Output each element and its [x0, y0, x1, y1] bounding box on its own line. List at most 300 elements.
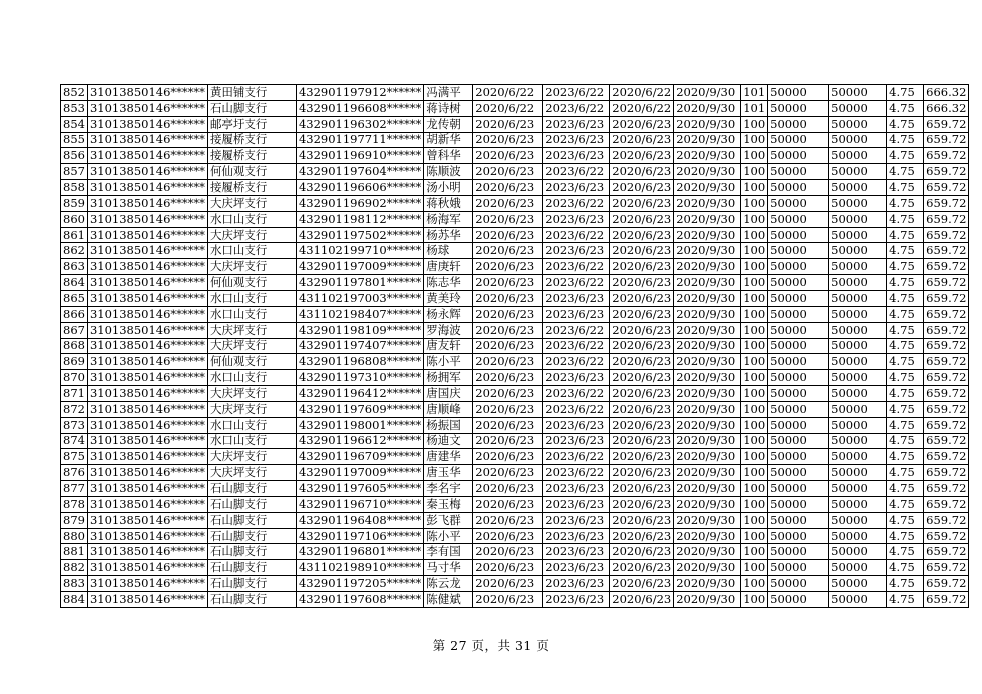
interest-cell: 659.72 [924, 164, 969, 180]
name-cell: 彭飞群 [424, 512, 473, 528]
interest-start-cell: 2020/6/23 [610, 401, 674, 417]
maturity-date-cell: 2023/6/23 [543, 528, 610, 544]
issue-date-cell: 2020/6/23 [473, 370, 543, 386]
interest-cell: 659.72 [924, 449, 969, 465]
table-row [61, 306, 969, 322]
row-number-cell: 877 [61, 481, 88, 497]
branch-cell: 水口山支行 [207, 211, 296, 227]
name-cell: 杨球 [424, 243, 473, 259]
rate-cell: 4.75 [887, 259, 924, 275]
balance-cell: 50000 [829, 116, 887, 132]
interest-start-cell: 2020/6/23 [610, 211, 674, 227]
maturity-date-cell: 2023/6/22 [543, 465, 610, 481]
maturity-date-cell: 2023/6/23 [543, 481, 610, 497]
days-cell: 100 [741, 592, 768, 608]
table-row [61, 243, 969, 259]
id-number-cell: 432901197009****** [296, 465, 423, 481]
name-cell: 秦玉梅 [424, 496, 473, 512]
balance-cell: 50000 [829, 592, 887, 608]
account-cell: 31013850146****** [87, 116, 207, 132]
branch-cell: 大庆坪支行 [207, 449, 296, 465]
id-number-cell: 432901196709****** [296, 449, 423, 465]
interest-end-cell: 2020/9/30 [674, 496, 741, 512]
interest-start-cell: 2020/6/23 [610, 528, 674, 544]
interest-cell: 659.72 [924, 386, 969, 402]
id-number-cell: 432901196612****** [296, 433, 423, 449]
interest-cell: 659.72 [924, 544, 969, 560]
name-cell: 唐玉华 [424, 465, 473, 481]
days-cell: 100 [741, 275, 768, 291]
rate-cell: 4.75 [887, 592, 924, 608]
loan-amount-cell: 50000 [768, 195, 829, 211]
balance-cell: 50000 [829, 322, 887, 338]
name-cell: 杨永辉 [424, 306, 473, 322]
interest-end-cell: 2020/9/30 [674, 592, 741, 608]
row-number-cell: 873 [61, 417, 88, 433]
account-cell: 31013850146****** [87, 449, 207, 465]
issue-date-cell: 2020/6/23 [473, 290, 543, 306]
issue-date-cell: 2020/6/23 [473, 243, 543, 259]
maturity-date-cell: 2023/6/23 [543, 512, 610, 528]
loan-amount-cell: 50000 [768, 180, 829, 196]
account-cell: 31013850146****** [87, 211, 207, 227]
maturity-date-cell: 2023/6/23 [543, 560, 610, 576]
maturity-date-cell: 2023/6/22 [543, 259, 610, 275]
interest-start-cell: 2020/6/23 [610, 322, 674, 338]
name-cell: 唐友轩 [424, 338, 473, 354]
branch-cell: 水口山支行 [207, 433, 296, 449]
rate-cell: 4.75 [887, 481, 924, 497]
interest-start-cell: 2020/6/23 [610, 592, 674, 608]
account-cell: 31013850146****** [87, 85, 207, 101]
interest-end-cell: 2020/9/30 [674, 164, 741, 180]
rate-cell: 4.75 [887, 85, 924, 101]
maturity-date-cell: 2023/6/23 [543, 290, 610, 306]
balance-cell: 50000 [829, 449, 887, 465]
issue-date-cell: 2020/6/23 [473, 338, 543, 354]
name-cell: 陈小平 [424, 528, 473, 544]
interest-end-cell: 2020/9/30 [674, 481, 741, 497]
name-cell: 曾科华 [424, 148, 473, 164]
rate-cell: 4.75 [887, 116, 924, 132]
name-cell: 唐国庆 [424, 386, 473, 402]
rate-cell: 4.75 [887, 195, 924, 211]
interest-end-cell: 2020/9/30 [674, 417, 741, 433]
id-number-cell: 432901197106****** [296, 528, 423, 544]
name-cell: 杨拥军 [424, 370, 473, 386]
loan-amount-cell: 50000 [768, 100, 829, 116]
loan-amount-cell: 50000 [768, 449, 829, 465]
maturity-date-cell: 2023/6/23 [543, 496, 610, 512]
interest-end-cell: 2020/9/30 [674, 211, 741, 227]
interest-cell: 659.72 [924, 116, 969, 132]
table-row [61, 560, 969, 576]
rate-cell: 4.75 [887, 386, 924, 402]
row-number-cell: 852 [61, 85, 88, 101]
maturity-date-cell: 2023/6/23 [543, 211, 610, 227]
name-cell: 杨振国 [424, 417, 473, 433]
balance-cell: 50000 [829, 370, 887, 386]
account-cell: 31013850146****** [87, 592, 207, 608]
days-cell: 101 [741, 100, 768, 116]
row-number-cell: 858 [61, 180, 88, 196]
interest-start-cell: 2020/6/23 [610, 164, 674, 180]
id-number-cell: 432901197912****** [296, 85, 423, 101]
row-number-cell: 856 [61, 148, 88, 164]
name-cell: 罗海波 [424, 322, 473, 338]
row-number-cell: 868 [61, 338, 88, 354]
id-number-cell: 432901196608****** [296, 100, 423, 116]
days-cell: 100 [741, 496, 768, 512]
rate-cell: 4.75 [887, 496, 924, 512]
branch-cell: 石山脚支行 [207, 528, 296, 544]
issue-date-cell: 2020/6/23 [473, 275, 543, 291]
table-row [61, 275, 969, 291]
maturity-date-cell: 2023/6/22 [543, 401, 610, 417]
balance-cell: 50000 [829, 576, 887, 592]
row-number-cell: 865 [61, 290, 88, 306]
issue-date-cell: 2020/6/23 [473, 592, 543, 608]
days-cell: 100 [741, 417, 768, 433]
name-cell: 黄美玲 [424, 290, 473, 306]
name-cell: 陈健斌 [424, 592, 473, 608]
balance-cell: 50000 [829, 496, 887, 512]
loan-amount-cell: 50000 [768, 417, 829, 433]
account-cell: 31013850146****** [87, 386, 207, 402]
loan-amount-cell: 50000 [768, 227, 829, 243]
interest-end-cell: 2020/9/30 [674, 370, 741, 386]
balance-cell: 50000 [829, 544, 887, 560]
id-number-cell: 432901196412****** [296, 386, 423, 402]
maturity-date-cell: 2023/6/23 [543, 116, 610, 132]
loan-amount-cell: 50000 [768, 354, 829, 370]
interest-end-cell: 2020/9/30 [674, 259, 741, 275]
table-row [61, 576, 969, 592]
rate-cell: 4.75 [887, 322, 924, 338]
issue-date-cell: 2020/6/23 [473, 211, 543, 227]
name-cell: 杨迪文 [424, 433, 473, 449]
name-cell: 陈顺波 [424, 164, 473, 180]
name-cell: 汤小明 [424, 180, 473, 196]
table-row [61, 132, 969, 148]
interest-start-cell: 2020/6/23 [610, 148, 674, 164]
account-cell: 31013850146****** [87, 306, 207, 322]
rate-cell: 4.75 [887, 576, 924, 592]
loan-amount-cell: 50000 [768, 275, 829, 291]
branch-cell: 接履桥支行 [207, 132, 296, 148]
interest-cell: 659.72 [924, 148, 969, 164]
interest-cell: 659.72 [924, 322, 969, 338]
interest-start-cell: 2020/6/23 [610, 259, 674, 275]
interest-start-cell: 2020/6/23 [610, 386, 674, 402]
row-number-cell: 854 [61, 116, 88, 132]
name-cell: 蒋秋娥 [424, 195, 473, 211]
interest-cell: 659.72 [924, 512, 969, 528]
interest-start-cell: 2020/6/23 [610, 433, 674, 449]
name-cell: 唐顺峰 [424, 401, 473, 417]
table-row [61, 116, 969, 132]
interest-cell: 659.72 [924, 211, 969, 227]
name-cell: 冯满平 [424, 85, 473, 101]
id-number-cell: 432901198112****** [296, 211, 423, 227]
days-cell: 100 [741, 180, 768, 196]
account-cell: 31013850146****** [87, 259, 207, 275]
maturity-date-cell: 2023/6/22 [543, 386, 610, 402]
row-number-cell: 859 [61, 195, 88, 211]
loan-amount-cell: 50000 [768, 592, 829, 608]
days-cell: 100 [741, 449, 768, 465]
account-cell: 31013850146****** [87, 275, 207, 291]
row-number-cell: 874 [61, 433, 88, 449]
rate-cell: 4.75 [887, 180, 924, 196]
balance-cell: 50000 [829, 85, 887, 101]
branch-cell: 大庆坪支行 [207, 227, 296, 243]
loan-amount-cell: 50000 [768, 211, 829, 227]
row-number-cell: 855 [61, 132, 88, 148]
account-cell: 31013850146****** [87, 370, 207, 386]
name-cell: 杨海军 [424, 211, 473, 227]
maturity-date-cell: 2023/6/23 [543, 243, 610, 259]
row-number-cell: 872 [61, 401, 88, 417]
table-row [61, 164, 969, 180]
issue-date-cell: 2020/6/23 [473, 481, 543, 497]
table-row [61, 322, 969, 338]
rate-cell: 4.75 [887, 100, 924, 116]
name-cell: 李名宇 [424, 481, 473, 497]
interest-cell: 659.72 [924, 354, 969, 370]
issue-date-cell: 2020/6/23 [473, 227, 543, 243]
table-row [61, 592, 969, 608]
id-number-cell: 432901196710****** [296, 496, 423, 512]
name-cell: 龙传朝 [424, 116, 473, 132]
interest-end-cell: 2020/9/30 [674, 560, 741, 576]
interest-cell: 659.72 [924, 481, 969, 497]
branch-cell: 何仙观支行 [207, 354, 296, 370]
table-row [61, 180, 969, 196]
interest-start-cell: 2020/6/23 [610, 338, 674, 354]
loan-amount-cell: 50000 [768, 243, 829, 259]
interest-cell: 666.32 [924, 100, 969, 116]
branch-cell: 水口山支行 [207, 417, 296, 433]
rate-cell: 4.75 [887, 417, 924, 433]
issue-date-cell: 2020/6/23 [473, 195, 543, 211]
interest-start-cell: 2020/6/23 [610, 465, 674, 481]
row-number-cell: 876 [61, 465, 88, 481]
account-cell: 31013850146****** [87, 243, 207, 259]
interest-cell: 659.72 [924, 433, 969, 449]
row-number-cell: 866 [61, 306, 88, 322]
days-cell: 100 [741, 116, 768, 132]
days-cell: 100 [741, 211, 768, 227]
interest-start-cell: 2020/6/23 [610, 180, 674, 196]
account-cell: 31013850146****** [87, 148, 207, 164]
interest-cell: 659.72 [924, 401, 969, 417]
rate-cell: 4.75 [887, 544, 924, 560]
row-number-cell: 870 [61, 370, 88, 386]
name-cell: 陈小平 [424, 354, 473, 370]
loan-amount-cell: 50000 [768, 322, 829, 338]
interest-cell: 659.72 [924, 560, 969, 576]
branch-cell: 石山脚支行 [207, 576, 296, 592]
maturity-date-cell: 2023/6/22 [543, 275, 610, 291]
rate-cell: 4.75 [887, 449, 924, 465]
issue-date-cell: 2020/6/23 [473, 116, 543, 132]
id-number-cell: 432901196408****** [296, 512, 423, 528]
maturity-date-cell: 2023/6/23 [543, 433, 610, 449]
loan-amount-cell: 50000 [768, 132, 829, 148]
id-number-cell: 431102197003****** [296, 290, 423, 306]
row-number-cell: 860 [61, 211, 88, 227]
interest-cell: 659.72 [924, 227, 969, 243]
issue-date-cell: 2020/6/23 [473, 164, 543, 180]
rate-cell: 4.75 [887, 243, 924, 259]
issue-date-cell: 2020/6/23 [473, 560, 543, 576]
issue-date-cell: 2020/6/23 [473, 433, 543, 449]
interest-start-cell: 2020/6/23 [610, 449, 674, 465]
rate-cell: 4.75 [887, 211, 924, 227]
interest-end-cell: 2020/9/30 [674, 386, 741, 402]
row-number-cell: 875 [61, 449, 88, 465]
account-cell: 31013850146****** [87, 544, 207, 560]
balance-cell: 50000 [829, 386, 887, 402]
interest-start-cell: 2020/6/23 [610, 576, 674, 592]
loan-amount-cell: 50000 [768, 496, 829, 512]
loan-amount-cell: 50000 [768, 85, 829, 101]
balance-cell: 50000 [829, 465, 887, 481]
id-number-cell: 432901196808****** [296, 354, 423, 370]
interest-end-cell: 2020/9/30 [674, 148, 741, 164]
balance-cell: 50000 [829, 164, 887, 180]
table-row [61, 433, 969, 449]
issue-date-cell: 2020/6/23 [473, 180, 543, 196]
days-cell: 100 [741, 290, 768, 306]
name-cell: 杨苏华 [424, 227, 473, 243]
rate-cell: 4.75 [887, 290, 924, 306]
days-cell: 100 [741, 132, 768, 148]
rate-cell: 4.75 [887, 465, 924, 481]
maturity-date-cell: 2023/6/23 [543, 148, 610, 164]
interest-cell: 659.72 [924, 528, 969, 544]
maturity-date-cell: 2023/6/23 [543, 132, 610, 148]
account-cell: 31013850146****** [87, 180, 207, 196]
account-cell: 31013850146****** [87, 132, 207, 148]
interest-end-cell: 2020/9/30 [674, 306, 741, 322]
row-number-cell: 880 [61, 528, 88, 544]
days-cell: 100 [741, 576, 768, 592]
rate-cell: 4.75 [887, 164, 924, 180]
issue-date-cell: 2020/6/23 [473, 132, 543, 148]
table-row [61, 528, 969, 544]
days-cell: 101 [741, 85, 768, 101]
table-row [61, 100, 969, 116]
id-number-cell: 432901197205****** [296, 576, 423, 592]
page-footer: 第 27 页，共 31 页 [432, 638, 550, 653]
branch-cell: 石山脚支行 [207, 560, 296, 576]
table-row [61, 512, 969, 528]
loan-amount-cell: 50000 [768, 290, 829, 306]
interest-cell: 659.72 [924, 496, 969, 512]
row-number-cell: 879 [61, 512, 88, 528]
interest-end-cell: 2020/9/30 [674, 227, 741, 243]
branch-cell: 黄田铺支行 [207, 85, 296, 101]
days-cell: 100 [741, 227, 768, 243]
interest-start-cell: 2020/6/23 [610, 243, 674, 259]
interest-cell: 659.72 [924, 243, 969, 259]
interest-end-cell: 2020/9/30 [674, 100, 741, 116]
id-number-cell: 431102199710****** [296, 243, 423, 259]
branch-cell: 接履桥支行 [207, 180, 296, 196]
interest-end-cell: 2020/9/30 [674, 180, 741, 196]
days-cell: 100 [741, 259, 768, 275]
loan-amount-cell: 50000 [768, 370, 829, 386]
interest-end-cell: 2020/9/30 [674, 449, 741, 465]
balance-cell: 50000 [829, 354, 887, 370]
days-cell: 100 [741, 544, 768, 560]
table-row [61, 354, 969, 370]
account-cell: 31013850146****** [87, 528, 207, 544]
id-number-cell: 432901197604****** [296, 164, 423, 180]
branch-cell: 大庆坪支行 [207, 338, 296, 354]
table-row [61, 338, 969, 354]
interest-cell: 659.72 [924, 290, 969, 306]
table-row [61, 227, 969, 243]
issue-date-cell: 2020/6/23 [473, 576, 543, 592]
interest-cell: 659.72 [924, 417, 969, 433]
account-cell: 31013850146****** [87, 465, 207, 481]
branch-cell: 石山脚支行 [207, 544, 296, 560]
rate-cell: 4.75 [887, 528, 924, 544]
branch-cell: 石山脚支行 [207, 512, 296, 528]
balance-cell: 50000 [829, 290, 887, 306]
days-cell: 100 [741, 338, 768, 354]
issue-date-cell: 2020/6/23 [473, 306, 543, 322]
interest-cell: 659.72 [924, 338, 969, 354]
id-number-cell: 432901197009****** [296, 259, 423, 275]
table-row [61, 496, 969, 512]
id-number-cell: 432901196606****** [296, 180, 423, 196]
balance-cell: 50000 [829, 180, 887, 196]
interest-end-cell: 2020/9/30 [674, 465, 741, 481]
balance-cell: 50000 [829, 338, 887, 354]
days-cell: 100 [741, 386, 768, 402]
rate-cell: 4.75 [887, 227, 924, 243]
branch-cell: 大庆坪支行 [207, 465, 296, 481]
branch-cell: 大庆坪支行 [207, 401, 296, 417]
rate-cell: 4.75 [887, 275, 924, 291]
interest-cell: 659.72 [924, 465, 969, 481]
table-row [61, 449, 969, 465]
loan-amount-cell: 50000 [768, 164, 829, 180]
issue-date-cell: 2020/6/23 [473, 322, 543, 338]
balance-cell: 50000 [829, 306, 887, 322]
row-number-cell: 863 [61, 259, 88, 275]
interest-start-cell: 2020/6/23 [610, 481, 674, 497]
branch-cell: 水口山支行 [207, 306, 296, 322]
interest-end-cell: 2020/9/30 [674, 512, 741, 528]
table-row [61, 259, 969, 275]
loan-amount-cell: 50000 [768, 481, 829, 497]
loan-amount-cell: 50000 [768, 576, 829, 592]
interest-end-cell: 2020/9/30 [674, 243, 741, 259]
interest-end-cell: 2020/9/30 [674, 338, 741, 354]
branch-cell: 大庆坪支行 [207, 195, 296, 211]
row-number-cell: 857 [61, 164, 88, 180]
rate-cell: 4.75 [887, 401, 924, 417]
branch-cell: 接履桥支行 [207, 148, 296, 164]
interest-end-cell: 2020/9/30 [674, 116, 741, 132]
interest-cell: 659.72 [924, 259, 969, 275]
interest-start-cell: 2020/6/23 [610, 544, 674, 560]
